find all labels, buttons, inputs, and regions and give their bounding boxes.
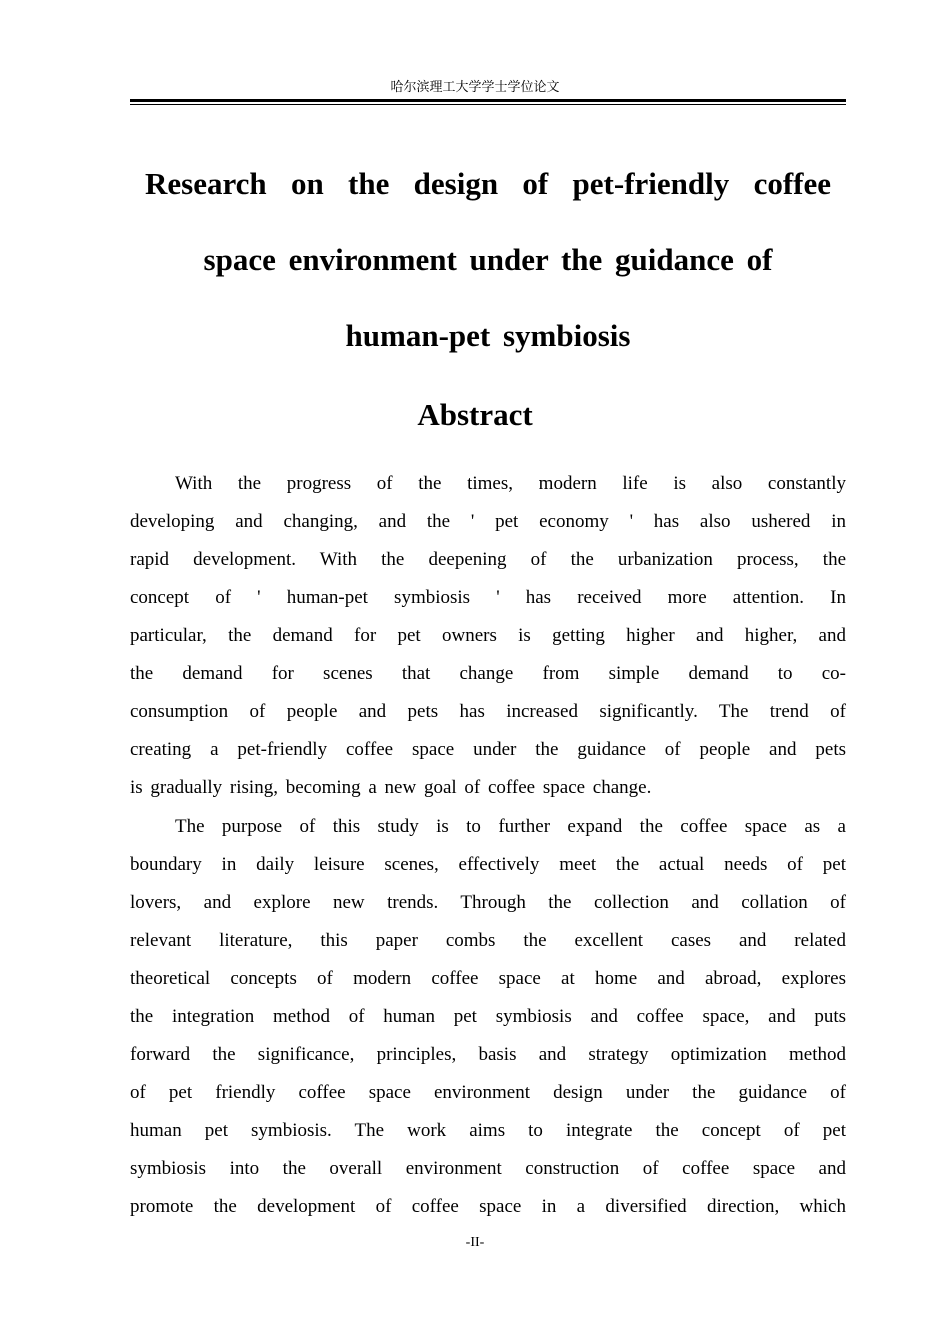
text-line: creating a pet-friendly coffee space under the guidance of people and pets [130,739,846,760]
title-line: Research on the design of pet-friendly coffee [145,166,831,201]
text-line: The purpose of this study is to further expand the coffee space as a [175,816,846,837]
abstract-paragraph [130,808,846,1226]
text-line: human pet symbiosis. The work aims to integrate the concept of pet [130,1120,846,1141]
text-line: With the progress of the times, modern life is also constantly [175,473,846,494]
text-line: lovers, and explore new trends. Through the collection and collation of [130,892,846,913]
text-line: forward the significance, principles, basis and strategy optimization method [130,1044,846,1065]
text-line: boundary in daily leisure scenes, effectively meet the actual needs of pet [130,854,846,875]
text-line: consumption of people and pets has increased significantly. The trend of [130,701,846,722]
abstract-body [130,465,846,1227]
abstract-heading: Abstract [417,397,533,432]
text-line: of pet friendly coffee space environment design under the guidance of [130,1082,846,1103]
text-line: particular, the demand for pet owners is getting higher and higher, and [130,625,846,646]
running-header: 哈尔滨理工大学学士学位论文 [390,80,560,95]
title-line: human-pet symbiosis [345,318,631,353]
text-line: the demand for scenes that change from simple demand to co- [130,663,846,684]
text-line: concept of ' human-pet symbiosis ' has received more attention. In [130,587,846,608]
text-line: developing and changing, and the ' pet economy ' has also ushered in [130,511,846,532]
title-line: space environment under the guidance of [203,242,773,277]
header-rule-thin [130,104,846,105]
abstract-paragraph [130,465,846,807]
text-line: relevant literature, this paper combs the excellent cases and related [130,930,846,951]
text-line: promote the development of coffee space in a diversified direction, which [130,1196,846,1217]
text-line: rapid development. With the deepening of the urbanization process, the [130,549,846,570]
text-line: is gradually rising, becoming a new goal of coffee space change. [130,777,652,798]
page-number: -II- [465,1235,485,1250]
header-rule-thick [130,99,846,102]
paper-title [145,146,831,374]
text-line: symbiosis into the overall environment construction of coffee space and [130,1158,846,1179]
text-line: the integration method of human pet symbiosis and coffee space, and puts [130,1006,846,1027]
text-line: theoretical concepts of modern coffee space at home and abroad, explores [130,968,846,989]
